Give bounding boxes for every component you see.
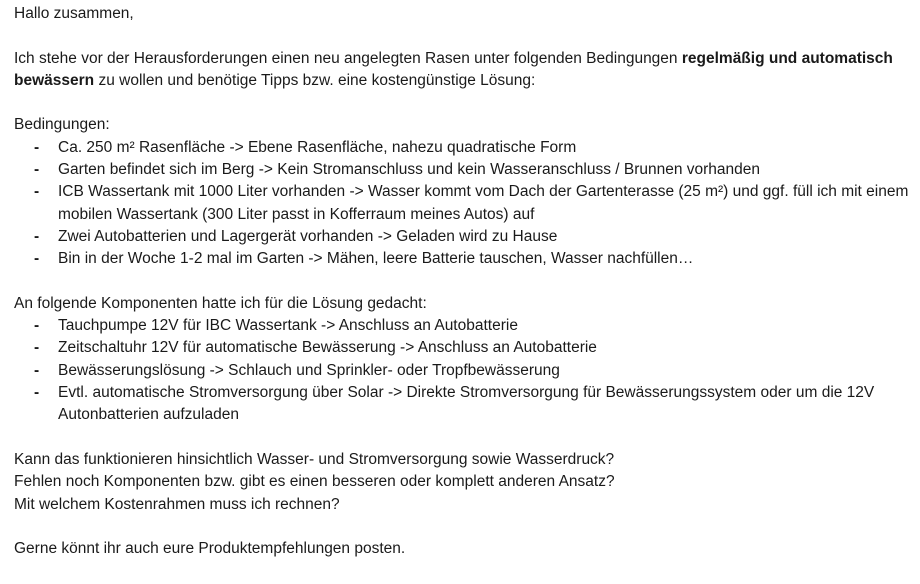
list-item-text: Zeitschaltuhr 12V für automatische Bewässerung -> Anschluss an Autobatterie bbox=[58, 339, 597, 357]
bullet-dash: - bbox=[34, 384, 40, 402]
list-item bbox=[14, 337, 914, 359]
list-item bbox=[14, 360, 914, 382]
list-item-text: Garten befindet sich im Berg -> Kein Stromanschluss und kein Wasseranschluss / Brunnen vorhanden bbox=[58, 161, 761, 179]
bullet-dash: - bbox=[34, 250, 40, 268]
conditions-heading: Bedingungen: bbox=[14, 116, 110, 134]
list-item-text: Bin in der Woche 1-2 mal im Garten -> Mähen, leere Batterie tauschen, Wasser nachfüllen… bbox=[58, 250, 694, 268]
list-item-text: Ca. 250 m² Rasenfläche -> Ebene Rasenfläche, nahezu quadratische Form bbox=[58, 138, 577, 156]
list-item-text: Bewässerungslösung -> Schlauch und Sprinkler- oder Tropfbewässerung bbox=[58, 361, 560, 379]
list-item bbox=[14, 159, 914, 181]
components-heading: An folgende Komponenten hatte ich für die Lösung gedacht: bbox=[14, 294, 427, 312]
list-item bbox=[14, 382, 914, 427]
bullet-dash: - bbox=[34, 138, 40, 156]
list-item bbox=[14, 315, 914, 337]
intro-text-end: zu wollen und benötige Tipps bzw. eine kostengünstige Lösung: bbox=[94, 71, 536, 89]
intro-text-start: Ich stehe vor der Herausforderungen einen neu angelegten Rasen unter folgenden Bedingungen bbox=[14, 49, 682, 67]
bullet-dash: - bbox=[34, 183, 40, 201]
list-item-text: Tauchpumpe 12V für IBC Wassertank -> Anschluss an Autobatterie bbox=[58, 317, 518, 335]
bullet-dash: - bbox=[34, 161, 40, 179]
bullet-dash: - bbox=[34, 317, 40, 335]
intro-paragraph bbox=[14, 48, 914, 93]
components-list bbox=[14, 315, 914, 426]
list-item-text: Evtl. automatische Stromversorgung über Solar -> Direkte Stromversorgung für Bewässerungssystem oder um die 12V Autonbatterien aufzuladen bbox=[58, 384, 875, 424]
bullet-dash: - bbox=[34, 339, 40, 357]
closing-line: Gerne könnt ihr auch eure Produktempfehlungen posten. bbox=[14, 540, 406, 558]
greeting: Hallo zusammen, bbox=[14, 5, 134, 22]
question-line: Fehlen noch Komponenten bzw. gibt es einen besseren oder komplett anderen Ansatz? bbox=[14, 473, 615, 491]
list-item-text: ICB Wassertank mit 1000 Liter vorhanden -> Wasser kommt vom Dach der Gartenterasse (25 m²) und ggf. füll ich mit einem mobilen Wassertank (300 Liter passt in Kofferraum meines Autos) auf bbox=[58, 183, 909, 223]
intro-text-bold: regelmäßig und automatisch bewässern bbox=[14, 49, 893, 89]
list-item bbox=[14, 248, 914, 270]
question-line: Kann das funktionieren hinsichtlich Wasser- und Stromversorgung sowie Wasserdruck? bbox=[14, 450, 615, 468]
bullet-dash: - bbox=[34, 361, 40, 379]
list-item-text: Zwei Autobatterien und Lagergerät vorhanden -> Geladen wird zu Hause bbox=[58, 227, 558, 245]
list-item bbox=[14, 137, 914, 159]
list-item bbox=[14, 181, 914, 226]
conditions-list bbox=[14, 137, 914, 271]
bullet-dash: - bbox=[34, 227, 40, 245]
list-item bbox=[14, 226, 914, 248]
question-line: Mit welchem Kostenrahmen muss ich rechnen? bbox=[14, 495, 340, 513]
